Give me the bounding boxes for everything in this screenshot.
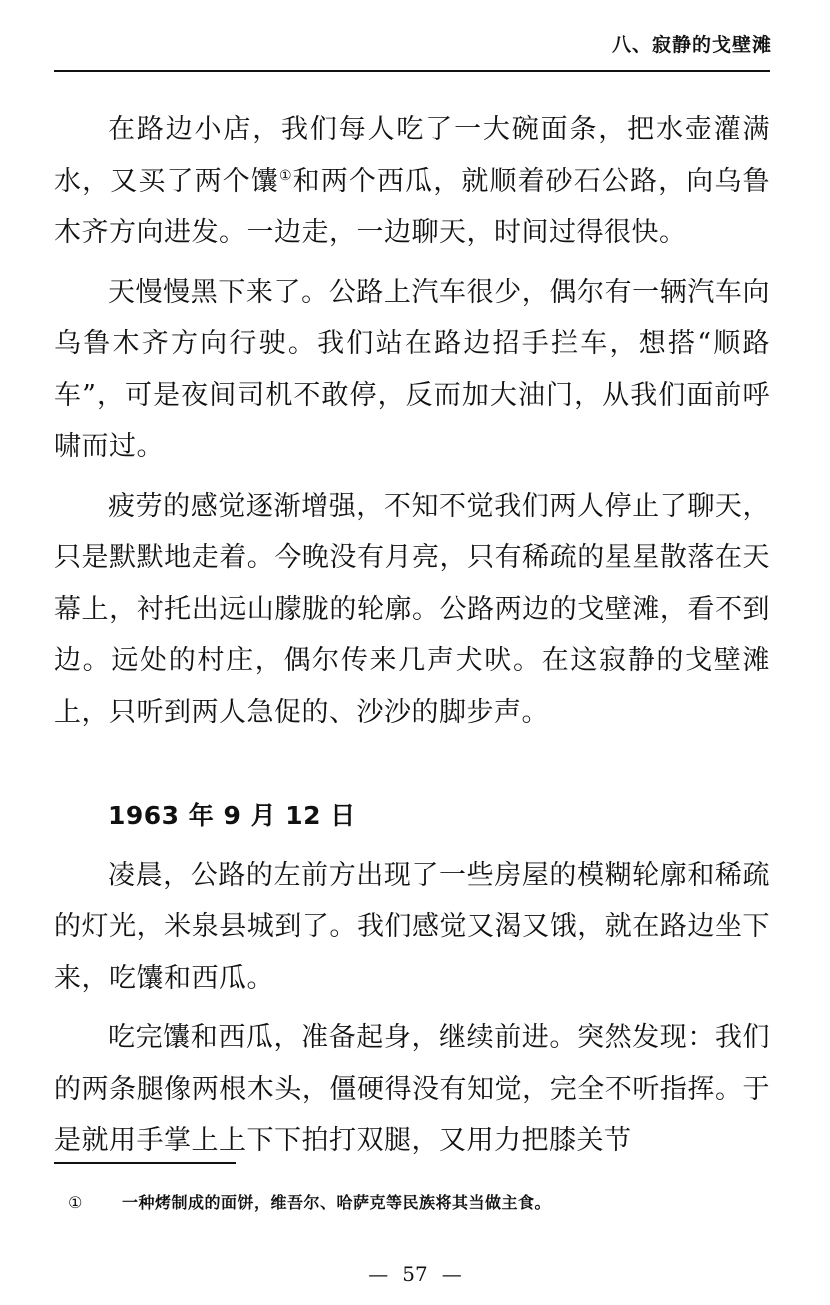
paragraph-5: 吃完馕和西瓜，准备起身，继续前进。突然发现：我们的两条腿像两根木头，僵硬得没有知觉，完全不听指挥。于是就用手掌上上下下拍打双腿，又用力把膝关节 — [54, 1022, 770, 1156]
page-number-dash-right: — — [441, 1262, 462, 1286]
page-number-value: 57 — [402, 1262, 428, 1286]
page-number-dash-left: — — [368, 1262, 389, 1286]
paragraph-1 — [54, 104, 770, 259]
footnote-reference[interactable]: ① — [278, 167, 293, 184]
footnote — [68, 1190, 768, 1213]
header-rule — [54, 70, 770, 72]
page-number — [0, 1262, 830, 1286]
body-text — [54, 104, 770, 1175]
paragraph-1-end: 和两个西瓜，就顺着砂石公路，向乌鲁木齐方向进发。一边走，一边聊天，时间过得很快。 — [54, 165, 771, 248]
paragraph-3: 疲劳的感觉逐渐增强，不知不觉我们两人停止了聊天，只是默默地走着。今晚没有月亮，只有稀疏的星星散落在天幕上，衬托出远山朦胧的轮廓。公路两边的戈壁滩，看不到边。远处的村庄，偶尔传来几声犬吠。在这寂静的戈壁滩上，只听到两人急促的、沙沙的脚步声。 — [54, 490, 770, 728]
footnote-mark: ① — [68, 1193, 83, 1212]
date-heading: 1963 年 9 月 12 日 — [108, 801, 356, 830]
running-head: 八、寂静的戈壁滩 — [611, 34, 772, 56]
paragraph-1-start: 在路边小店，我们每人吃了一大碗面条，把水壶灌满水，又买了两个馕 — [54, 114, 770, 197]
footnote-text: 一种烤制成的面饼，维吾尔、哈萨克等民族将其当做主食。 — [122, 1193, 552, 1212]
paragraph-2: 天慢慢黑下来了。公路上汽车很少，偶尔有一辆汽车向乌鲁木齐方向行驶。我们站在路边招手拦车，想搭“顺路车”，可是夜间司机不敢停，反而加大油门，从我们面前呼啸而过。 — [54, 276, 770, 462]
paragraph-4: 凌晨，公路的左前方出现了一些房屋的模糊轮廓和稀疏的灯光，米泉县城到了。我们感觉又渴又饿，就在路边坐下来，吃馕和西瓜。 — [54, 859, 770, 994]
footnote-rule — [54, 1162, 236, 1164]
